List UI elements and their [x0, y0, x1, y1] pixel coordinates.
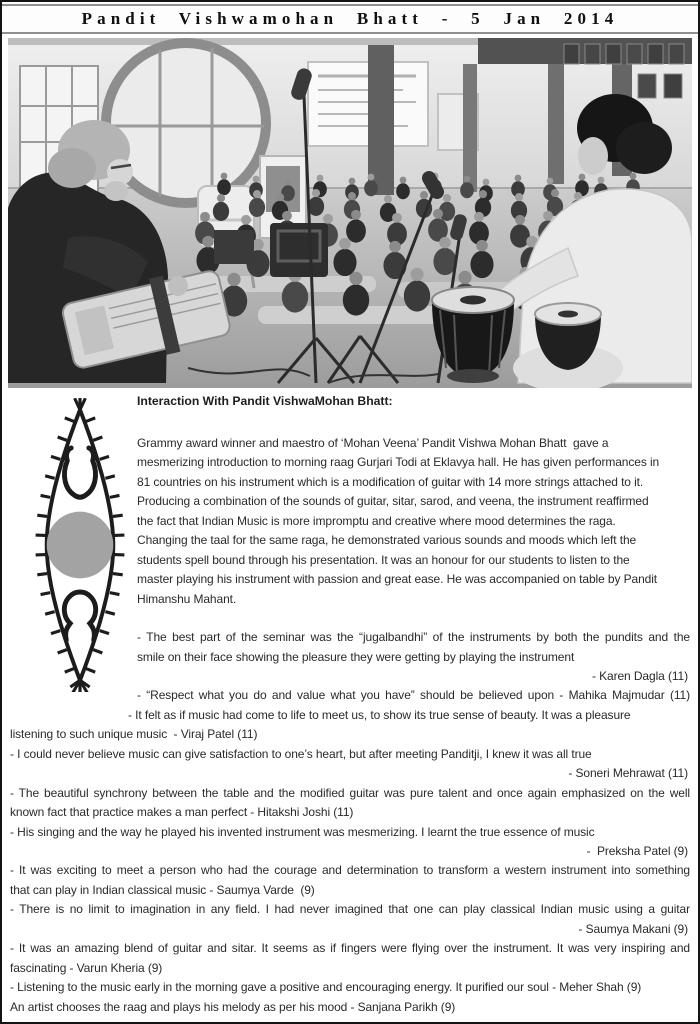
text-line: - It felt as if music had come to life to meet us, to show its true sense of beauty. It was a pleasure: [128, 707, 631, 722]
text-line: Producing a combination of the sounds of guitar, sitar, sarod, and veena, the instrument reaffirmed: [137, 494, 649, 509]
text-line: - His singing and the way he played his invented instrument was mesmerizing. I learnt the true essence of music: [10, 824, 595, 839]
text-line: - It was an amazing blend of guitar and sitar. It seems as if fingers were flying over the instrument. It was very inspiring and: [10, 941, 690, 956]
text-line: master playing his instrument with passion and great ease. He was accompanied on table by Pandit: [137, 572, 658, 587]
text-line: listening to such unique music - Viraj Patel (11): [10, 727, 258, 742]
event-photo: [8, 38, 692, 388]
text-line: mesmerizing introduction to morning raag Gurjari Todi at Eklavya hall. He has given performances in: [137, 455, 660, 470]
text-line: - I could never believe music can give satisfaction to one’s heart, but after meeting Panditji, I knew it was all true: [10, 746, 592, 761]
page-title: Pandit Vishwamohan Bhatt - 5 Jan 2014: [81, 9, 619, 28]
text-line: the fact that Indian Music is more impromptu and creative where mood determines the raga.: [137, 513, 616, 528]
text-line: students spell bound through his presentation. It was an honour for our students to listen to the: [137, 552, 630, 567]
text-line: that can play in Indian classical music - Saumya Varde (9): [10, 882, 315, 897]
text-line: Grammy award winner and maestro of ‘Mohan Veena’ Pandit Vishwa Mohan Bhatt gave a: [137, 436, 609, 450]
text-line: 81 countries on his instrument which is a modification of guitar with 14 more strings attached to it.: [137, 474, 644, 489]
text-line: known fact that practice makes a man perfect - Hitakshi Joshi (11): [10, 805, 354, 819]
logo-circle: [47, 512, 114, 579]
page-title-band: [2, 4, 698, 34]
text-line: - It was exciting to meet a person who had the courage and determination to transform a western instrument into something: [10, 863, 690, 878]
text-line: fascinating - Varun Kheria (9): [10, 960, 163, 975]
section-heading: Interaction With Pandit VishwaMohan Bhatt:: [137, 394, 393, 408]
text-line: - Preksha Patel (9): [586, 844, 688, 858]
text-line: - Karen Dagla (11): [591, 668, 688, 683]
school-logo-image: [30, 398, 130, 692]
text-line: smile on their face showing the pleasure they were getting by playing the instrument: [137, 649, 575, 664]
text-line: - “Respect what you do and value what you have” should be believed upon - Mahika Majmudar (11): [137, 688, 690, 703]
text-line: - Soneri Mehrawat (11): [568, 766, 688, 781]
text-line: Changing the taal for the same raga, he demonstrated various sounds and moods which left the: [137, 533, 637, 548]
text-line: An artist chooses the raag and plays his melody as per his mood - Sanjana Parikh (9): [10, 999, 456, 1014]
text-line: - Listening to the music early in the morning gave a positive and encouraging energy. It purified our soul - Meher Shah (9): [10, 980, 642, 995]
school-logo-icon: [30, 398, 130, 692]
text-line: Himanshu Mahant.: [137, 591, 237, 606]
text-line: - The best part of the seminar was the “jugalbandhi” of the instruments by both the pundits and the: [137, 630, 690, 644]
event-photo-image: [8, 38, 692, 388]
text-line: - There is no limit to imagination in any field. I had never imagined that one can play classical Indian music using a guitar: [10, 902, 690, 917]
text-line: - The beautiful synchrony between the table and the modified guitar was pure talent and once again emphasized on the well: [10, 785, 690, 800]
text-line: - Saumya Makani (9): [578, 921, 688, 936]
